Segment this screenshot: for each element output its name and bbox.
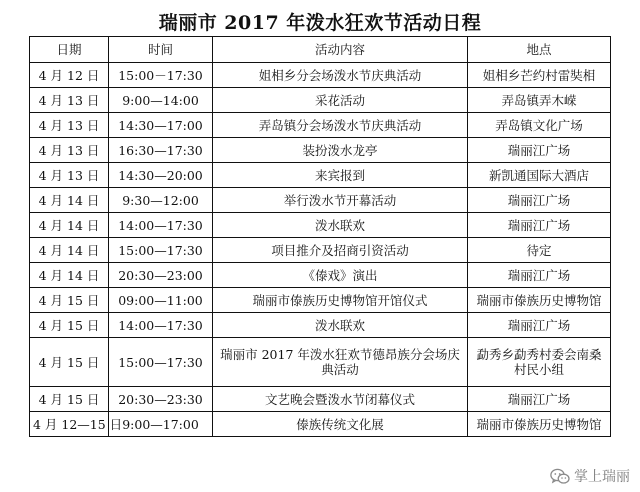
cell-date: 4 月 12—15 日 bbox=[30, 412, 109, 437]
table-row bbox=[30, 138, 611, 163]
column-header-activity: 活动内容 bbox=[213, 37, 468, 63]
cell-activity: 装扮泼水龙亭 bbox=[213, 138, 468, 163]
cell-activity: 瑞丽市 2017 年泼水狂欢节德昂族分会场庆典活动 bbox=[213, 338, 468, 387]
cell-date: 4 月 13 日 bbox=[30, 138, 109, 163]
column-header-time: 时间 bbox=[109, 37, 213, 63]
table-row bbox=[30, 88, 611, 113]
cell-location: 新凯通国际大酒店 bbox=[468, 163, 611, 188]
cell-date: 4 月 13 日 bbox=[30, 88, 109, 113]
cell-location: 瑞丽江广场 bbox=[468, 313, 611, 338]
table-row bbox=[30, 412, 611, 437]
cell-time: 09:00—11:00 bbox=[109, 288, 213, 313]
cell-activity: 举行泼水节开幕活动 bbox=[213, 188, 468, 213]
cell-date: 4 月 15 日 bbox=[30, 288, 109, 313]
table-row bbox=[30, 338, 611, 387]
page-title: 瑞丽市 2017 年泼水狂欢节活动日程 bbox=[158, 12, 482, 34]
watermark-text: 掌上瑞丽 bbox=[574, 469, 630, 485]
cell-location: 勐秀乡勐秀村委会南桑村民小组 bbox=[468, 338, 611, 387]
column-header-location: 地点 bbox=[468, 37, 611, 63]
cell-activity: 《傣戏》演出 bbox=[213, 263, 468, 288]
cell-activity: 泼水联欢 bbox=[213, 313, 468, 338]
cell-date: 4 月 15 日 bbox=[30, 313, 109, 338]
cell-date: 4 月 12 日 bbox=[30, 63, 109, 88]
table-header-row bbox=[30, 37, 611, 63]
cell-time: 9:00—17:00 bbox=[109, 412, 213, 437]
cell-time: 14:30—17:00 bbox=[109, 113, 213, 138]
cell-location: 姐相乡芒约村雷奘相 bbox=[468, 63, 611, 88]
cell-activity: 泼水联欢 bbox=[213, 213, 468, 238]
wechat-icon bbox=[550, 468, 570, 485]
cell-activity: 项目推介及招商引资活动 bbox=[213, 238, 468, 263]
cell-date: 4 月 14 日 bbox=[30, 213, 109, 238]
cell-location: 瑞丽江广场 bbox=[468, 387, 611, 412]
cell-activity: 姐相乡分会场泼水节庆典活动 bbox=[213, 63, 468, 88]
cell-time: 14:00—17:30 bbox=[109, 213, 213, 238]
cell-location: 瑞丽江广场 bbox=[468, 263, 611, 288]
cell-activity: 文艺晚会暨泼水节闭幕仪式 bbox=[213, 387, 468, 412]
table-row bbox=[30, 387, 611, 412]
cell-time: 20:30—23:00 bbox=[109, 263, 213, 288]
cell-time: 14:00—17:30 bbox=[109, 313, 213, 338]
schedule-table bbox=[29, 36, 611, 437]
watermark bbox=[550, 466, 630, 486]
cell-location: 瑞丽市傣族历史博物馆 bbox=[468, 288, 611, 313]
column-header-date: 日期 bbox=[30, 37, 109, 63]
cell-date: 4 月 13 日 bbox=[30, 163, 109, 188]
table-row bbox=[30, 63, 611, 88]
cell-location: 弄岛镇文化广场 bbox=[468, 113, 611, 138]
table-row bbox=[30, 313, 611, 338]
cell-time: 14:30—20:00 bbox=[109, 163, 213, 188]
table-row bbox=[30, 163, 611, 188]
table-row bbox=[30, 213, 611, 238]
cell-date: 4 月 15 日 bbox=[30, 387, 109, 412]
cell-date: 4 月 14 日 bbox=[30, 263, 109, 288]
cell-date: 4 月 15 日 bbox=[30, 338, 109, 387]
cell-location: 瑞丽江广场 bbox=[468, 213, 611, 238]
table-row bbox=[30, 288, 611, 313]
table-row bbox=[30, 113, 611, 138]
cell-time: 9:30—12:00 bbox=[109, 188, 213, 213]
cell-activity: 傣族传统文化展 bbox=[213, 412, 468, 437]
cell-location: 待定 bbox=[468, 238, 611, 263]
cell-date: 4 月 14 日 bbox=[30, 188, 109, 213]
cell-time: 15:00—17:30 bbox=[109, 238, 213, 263]
cell-time: 9:00—14:00 bbox=[109, 88, 213, 113]
cell-date: 4 月 13 日 bbox=[30, 113, 109, 138]
cell-time: 15:00－17:30 bbox=[109, 63, 213, 88]
cell-location: 瑞丽市傣族历史博物馆 bbox=[468, 412, 611, 437]
cell-time: 20:30—23:30 bbox=[109, 387, 213, 412]
table-row bbox=[30, 188, 611, 213]
cell-activity: 瑞丽市傣族历史博物馆开馆仪式 bbox=[213, 288, 468, 313]
table-row bbox=[30, 263, 611, 288]
cell-location: 弄岛镇弄木嵘 bbox=[468, 88, 611, 113]
cell-time: 15:00—17:30 bbox=[109, 338, 213, 387]
cell-activity: 弄岛镇分会场泼水节庆典活动 bbox=[213, 113, 468, 138]
cell-location: 瑞丽江广场 bbox=[468, 188, 611, 213]
cell-date: 4 月 14 日 bbox=[30, 238, 109, 263]
cell-activity: 来宾报到 bbox=[213, 163, 468, 188]
cell-activity: 采花活动 bbox=[213, 88, 468, 113]
cell-location: 瑞丽江广场 bbox=[468, 138, 611, 163]
table-row bbox=[30, 238, 611, 263]
cell-time: 16:30—17:30 bbox=[109, 138, 213, 163]
